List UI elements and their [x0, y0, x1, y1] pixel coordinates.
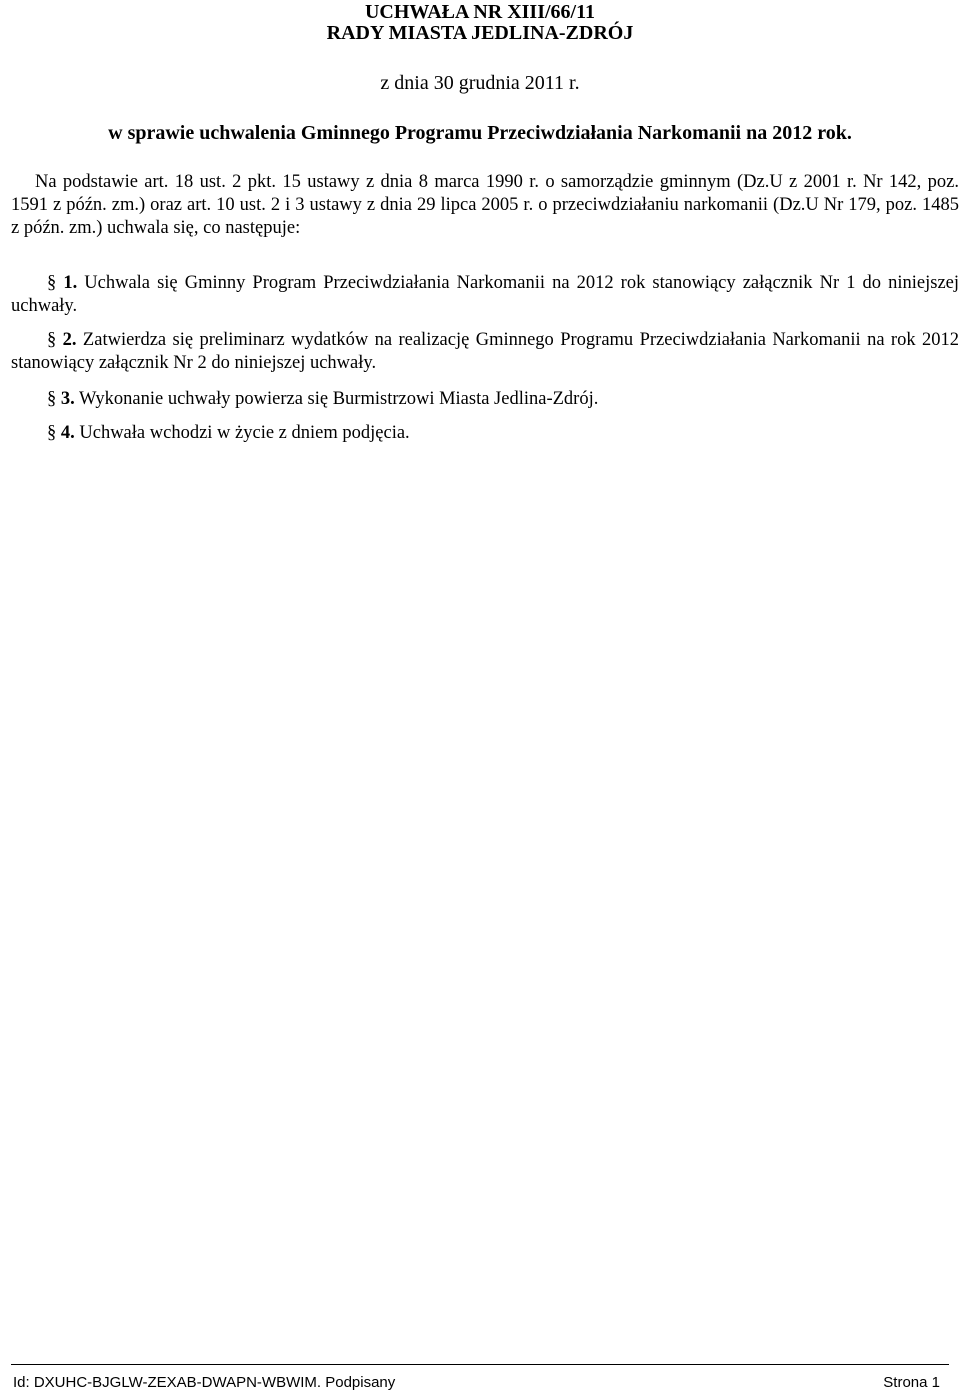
- paragraph-text: Uchwala się Gminny Program Przeciwdziałania Narkomanii na 2012 rok stanowiący załącznik Nr 1 do niniejszej uchwały.: [11, 273, 960, 316]
- paragraph-text: Wykonanie uchwały powierza się Burmistrzowi Miasta Jedlina-Zdrój.: [74, 389, 599, 409]
- paragraph-3: [11, 388, 959, 411]
- resolution-number-title: UCHWAŁA NR XIII/66/11: [364, 1, 596, 23]
- paragraph-number: 1.: [63, 273, 78, 293]
- paragraph-number: 4.: [60, 423, 75, 443]
- paragraph-2: [11, 329, 959, 375]
- legal-basis-preamble: Na podstawie art. 18 ust. 2 pkt. 15 ustawy z dnia 8 marca 1990 r. o samorządzie gminnym (Dz.U z 2001 r. Nr 142, poz. 1591 z późn. zm.) oraz art. 10 ust. 2 i 3 ustawy z dnia 29 lipca 2005 r. o przeciwdziałaniu narkomanii (Dz.U Nr 179, poz. 1485 z późn. zm.) uchwala się, co następuje:: [11, 172, 959, 238]
- paragraph-4: [11, 422, 959, 445]
- page-number: Strona 1: [883, 1374, 940, 1391]
- resolution-subject: w sprawie uchwalenia Gminnego Programu Przeciwdziałania Narkomanii na 2012 rok.: [108, 122, 852, 144]
- section-sign: §: [47, 423, 61, 443]
- section-sign: §: [47, 273, 64, 293]
- section-sign: §: [47, 330, 63, 350]
- document-id: Id: DXUHC-BJGLW-ZEXAB-DWAPN-WBWIM. Podpisany: [13, 1374, 396, 1391]
- council-name-title: RADY MIASTA JEDLINA-ZDRÓJ: [326, 22, 634, 44]
- paragraph-text: Zatwierdza się preliminarz wydatków na realizację Gminnego Programu Przeciwdziałania Narkomanii na rok 2012 stanowiący załącznik Nr 2 do niniejszej uchwały.: [11, 330, 959, 373]
- footer-divider: [11, 1364, 949, 1365]
- paragraph-1: [11, 272, 959, 318]
- paragraph-text: Uchwała wchodzi w życie z dniem podjęcia.: [74, 423, 410, 443]
- section-sign: §: [47, 389, 61, 409]
- paragraph-number: 3.: [60, 389, 75, 409]
- resolution-date: z dnia 30 grudnia 2011 r.: [380, 72, 580, 94]
- paragraph-number: 2.: [62, 330, 77, 350]
